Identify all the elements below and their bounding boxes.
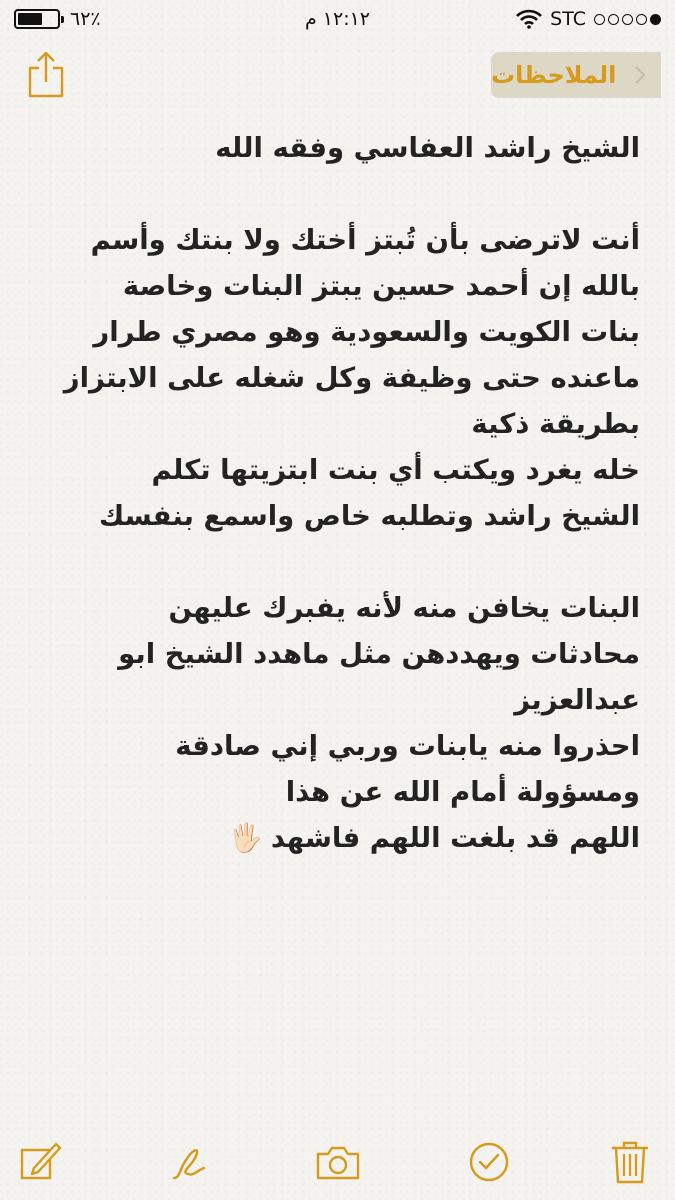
checklist-icon[interactable] xyxy=(465,1138,513,1186)
note-line: خله يغرد ويكتب أي بنت ابتزيتها تكلم xyxy=(151,454,640,486)
signal-dot xyxy=(608,14,619,25)
signal-dot xyxy=(650,14,661,25)
sketch-icon[interactable] xyxy=(166,1138,214,1186)
signal-dot xyxy=(622,14,633,25)
back-label: الملاحظات xyxy=(491,61,617,89)
trash-icon[interactable] xyxy=(606,1138,654,1186)
camera-icon[interactable] xyxy=(314,1138,362,1186)
battery-percent: ٦٢٪ xyxy=(70,8,101,30)
note-line-text: اللهم قد بلغت اللهم فاشهد xyxy=(270,822,640,854)
signal-dot xyxy=(594,14,605,25)
share-icon[interactable] xyxy=(26,50,66,100)
blank-line xyxy=(50,539,640,585)
note-line: بالله إن أحمد حسين يبتز البنات وخاصة xyxy=(122,270,640,302)
back-button[interactable] xyxy=(491,52,661,98)
note-line: بنات الكويت والسعودية وهو مصري طرار xyxy=(93,316,640,348)
note-line: البنات يخافن منه لأنه يفبرك عليهن xyxy=(168,592,640,624)
note-line: أنت لاترضى بأن تُبتز أختك ولا بنتك وأسم xyxy=(90,224,640,256)
clock: ١٢:١٢ م xyxy=(304,8,371,30)
signal-strength-icon xyxy=(594,14,661,25)
note-title: الشيخ راشد العفاسي وفقه الله xyxy=(215,132,640,164)
note-body[interactable] xyxy=(50,125,640,861)
wifi-icon xyxy=(516,9,542,29)
signal-dot xyxy=(636,14,647,25)
note-line: محادثات ويهددهن مثل ماهدد الشيخ ابو xyxy=(118,638,640,670)
carrier-group xyxy=(516,8,661,30)
carrier-name: STC xyxy=(550,8,586,30)
note-line: ومسؤولة أمام الله عن هذا xyxy=(285,776,640,808)
raised-hand-emoji: 🖐🏻 xyxy=(228,822,263,854)
note-last-line xyxy=(50,815,640,861)
blank-line xyxy=(50,171,640,217)
navigation-bar xyxy=(0,40,675,110)
note-line: الشيخ راشد وتطلبه خاص واسمع بنفسك xyxy=(98,500,640,532)
status-bar xyxy=(0,0,675,40)
note-line: احذروا منه يابنات وربي إني صادقة xyxy=(175,730,640,762)
note-line: عبدالعزيز xyxy=(514,684,640,716)
note-line: ماعنده حتى وظيفة وكل شغله على الابتزاز xyxy=(63,362,640,394)
bottom-toolbar xyxy=(0,1120,675,1200)
chevron-icon xyxy=(633,65,647,85)
compose-icon[interactable] xyxy=(16,1138,64,1186)
note-line: بطريقة ذكية xyxy=(471,408,640,440)
